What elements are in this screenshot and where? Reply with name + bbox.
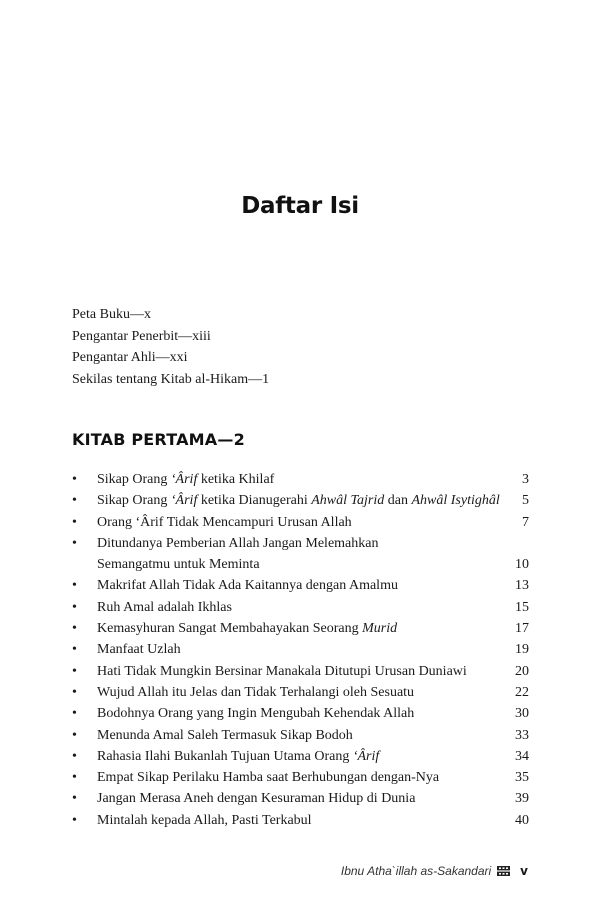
toc-entry[interactable]	[72, 725, 529, 746]
toc-entry-text: ketika Dianugerahi	[197, 493, 312, 509]
bullet-icon: •	[72, 684, 77, 700]
toc-entry-title	[97, 746, 489, 767]
toc-entry[interactable]	[72, 767, 529, 788]
toc-entry-text: Mintalah kepada Allah, Pasti Terkabul	[97, 812, 312, 828]
toc-entry[interactable]	[72, 703, 529, 724]
toc-page-number: 5	[522, 493, 529, 509]
bullet-icon: •	[72, 599, 77, 615]
toc-page-number: 34	[515, 748, 529, 764]
toc-entry-text: Orang ‘Ârif Tidak Mencampuri Urusan Allah	[97, 514, 352, 530]
toc-entry[interactable]	[72, 788, 529, 809]
bullet-icon: •	[72, 812, 77, 828]
toc-entry-italic-term: Murid	[362, 621, 398, 637]
toc-entry-text: Manfaat Uzlah	[97, 642, 181, 658]
toc-entry-title	[97, 788, 489, 809]
toc-entry-title	[97, 639, 489, 660]
toc-entry-title	[97, 767, 489, 788]
front-matter-item[interactable]: Sekilas tentang Kitab al-Hikam—1	[72, 371, 270, 387]
toc-entry[interactable]	[72, 682, 529, 703]
toc-entry-text: dan	[384, 493, 412, 509]
toc-page-number: 19	[515, 642, 529, 658]
toc-list	[72, 469, 529, 831]
bullet-icon: •	[72, 535, 77, 551]
toc-entry-title	[97, 810, 489, 831]
toc-entry-italic-term: ‘Ârif	[170, 493, 198, 509]
publisher-logo-icon	[497, 866, 510, 876]
toc-entry-italic-term: ‘Ârif	[170, 472, 198, 487]
bullet-icon: •	[72, 472, 77, 487]
toc-entry-italic-term: ‘Ârif	[352, 748, 380, 764]
toc-entry-text: Empat Sikap Perilaku Hamba saat Berhubungan dengan-Nya	[97, 770, 440, 786]
toc-entry[interactable]	[72, 639, 529, 660]
toc-entry-text: Rahasia Ilahi Bukanlah Tujuan Utama Orang	[97, 748, 353, 764]
toc-entry-title	[97, 597, 489, 618]
toc-entry-title-continued: Semangatmu untuk Meminta	[97, 557, 260, 573]
toc-entry-text: Ditundanya Pemberian Allah Jangan Melemahkan	[97, 535, 379, 551]
toc-entry[interactable]	[72, 618, 529, 639]
bullet-icon: •	[72, 706, 77, 722]
toc-entry-text: Kemasyhuran Sangat Membahayakan Seorang	[97, 621, 363, 637]
bullet-icon: •	[72, 578, 77, 594]
toc-page-number: 13	[515, 578, 529, 594]
toc-entry-italic-term: Ahwâl Isytighâl	[411, 493, 500, 509]
toc-entry-text: Ruh Amal adalah Ikhlas	[97, 599, 232, 615]
toc-entry[interactable]	[72, 810, 529, 831]
toc-entry-text: Bodohnya Orang yang Ingin Mengubah Kehendak Allah	[97, 706, 415, 722]
toc-entry-title	[97, 575, 489, 596]
toc-entry-text: Wujud Allah itu Jelas dan Tidak Terhalangi oleh Sesuatu	[97, 684, 415, 700]
front-matter-list	[72, 304, 532, 390]
toc-entry[interactable]	[72, 533, 529, 576]
toc-entry[interactable]	[72, 490, 529, 511]
toc-entry-text: Menunda Amal Saleh Termasuk Sikap Bodoh	[97, 727, 353, 743]
front-matter-item[interactable]: Peta Buku—x	[72, 307, 151, 322]
toc-entry-text: ketika Khilaf	[197, 472, 275, 487]
toc-entry[interactable]	[72, 661, 529, 682]
footer-page-number: v	[520, 864, 528, 878]
bullet-icon: •	[72, 642, 77, 658]
toc-entry[interactable]	[72, 575, 529, 596]
bullet-icon: •	[72, 748, 77, 764]
toc-page-number: 40	[515, 812, 529, 828]
toc-entry[interactable]	[72, 597, 529, 618]
front-matter-item[interactable]: Pengantar Ahli—xxi	[72, 350, 188, 365]
toc-page-number: 3	[522, 472, 529, 487]
toc-entry[interactable]	[72, 746, 529, 767]
toc-entry-text: Jangan Merasa Aneh dengan Kesuraman Hidup di Dunia	[97, 791, 416, 807]
toc-page-number: 33	[515, 727, 529, 743]
toc-entry-title	[97, 703, 489, 724]
toc-page-number: 30	[515, 706, 529, 722]
toc-entry[interactable]	[72, 469, 529, 490]
front-matter-item[interactable]: Pengantar Penerbit—xiii	[72, 328, 211, 344]
toc-entry-text: Sikap Orang	[97, 493, 171, 509]
toc-entry[interactable]	[72, 512, 529, 533]
toc-entry-title	[97, 682, 489, 703]
toc-page-number: 17	[515, 621, 529, 637]
page-footer	[341, 864, 528, 878]
section-heading: KITAB PERTAMA—2	[72, 430, 245, 449]
toc-entry-text: Hati Tidak Mungkin Bersinar Manakala Ditutupi Urusan Duniawi	[97, 663, 467, 679]
toc-page-number: 7	[522, 514, 529, 530]
toc-entry-title	[97, 512, 489, 533]
toc-page-number: 35	[515, 770, 529, 786]
bullet-icon: •	[72, 621, 77, 637]
bullet-icon: •	[72, 663, 77, 679]
toc-entry-italic-term: Ahwâl Tajrid	[311, 493, 385, 509]
toc-entry-title	[97, 533, 489, 554]
toc-page-number: 39	[515, 791, 529, 807]
bullet-icon: •	[72, 727, 77, 743]
toc-page-number: 22	[515, 684, 529, 700]
toc-entry-title	[97, 469, 489, 490]
toc-entry-title	[97, 725, 489, 746]
bullet-icon: •	[72, 791, 77, 807]
bullet-icon: •	[72, 514, 77, 530]
toc-page-number: 20	[515, 663, 529, 679]
toc-entry-text: Sikap Orang	[97, 472, 171, 487]
bullet-icon: •	[72, 770, 77, 786]
toc-entry-text: Makrifat Allah Tidak Ada Kaitannya dengan Amalmu	[97, 578, 398, 594]
toc-page-number: 10	[515, 557, 529, 573]
page-title: Daftar Isi	[241, 193, 359, 219]
toc-entry-title	[97, 661, 489, 682]
toc-page-number: 15	[515, 599, 529, 615]
toc-entry-title	[97, 490, 500, 511]
bullet-icon: •	[72, 493, 77, 509]
toc-entry-title	[97, 618, 489, 639]
footer-author: Ibnu Atha`illah as-Sakandari	[340, 864, 492, 878]
